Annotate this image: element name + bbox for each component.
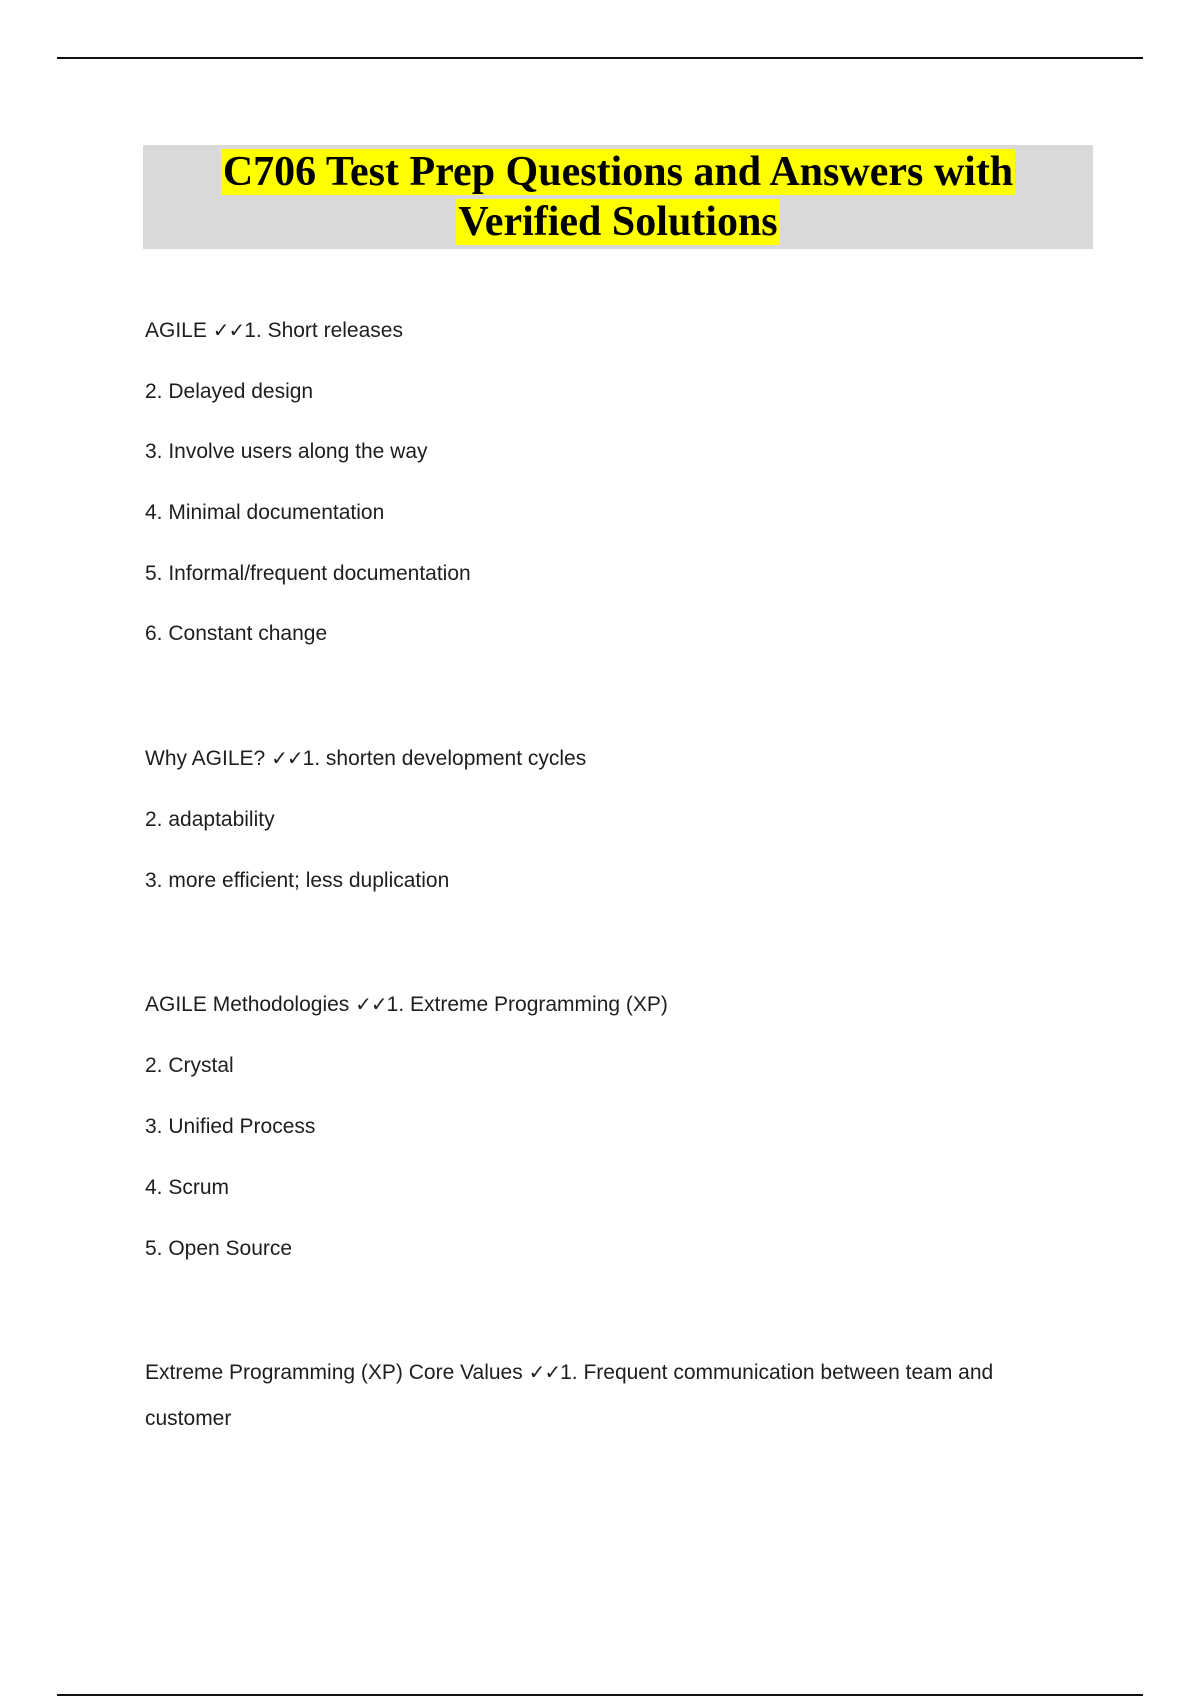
question-line [145,990,668,1019]
answer-text: 1. Frequent communication between team and [560,1361,994,1384]
answer-line: 5. Open Source [145,1237,293,1260]
answer-line: 2. Delayed design [145,380,314,403]
title-highlight-1: C706 Test Prep Questions and Answers with [222,149,1014,195]
answer-text: 1. Extreme Programming (XP) [386,993,668,1016]
question-line [145,316,403,345]
answer-line: 2. Crystal [145,1054,234,1077]
question-term: Why AGILE? [145,747,272,770]
answer-line: 5. Informal/frequent documentation [145,562,471,585]
answer-line: 2. adaptability [145,808,275,831]
check-mark-icon: ✓✓ [271,746,303,770]
question-term: AGILE [145,319,213,342]
title-line-1 [221,147,1015,197]
check-mark-icon: ✓✓ [528,1360,561,1384]
answer-line: 3. Unified Process [145,1115,316,1138]
footer-rule [57,1694,1143,1696]
question-term: AGILE Methodologies [145,993,356,1016]
question-line [145,1358,993,1387]
answer-line: 3. Involve users along the way [145,440,428,463]
header-rule [57,57,1143,59]
answer-line: 4. Minimal documentation [145,501,385,524]
answer-text: 1. shorten development cycles [302,747,587,770]
answer-line: customer [145,1407,232,1430]
title-banner [143,145,1093,249]
answer-text: 1. Short releases [244,319,403,342]
title-highlight-2: Verified Solutions [458,199,778,245]
answer-line: 4. Scrum [145,1176,230,1199]
answer-line: 6. Constant change [145,622,328,645]
question-line [145,744,586,773]
answer-line: 3. more efficient; less duplication [145,869,450,892]
question-term: Extreme Programming (XP) Core Values [145,1361,529,1384]
title-line-2 [456,197,779,247]
check-mark-icon: ✓✓ [355,992,387,1016]
check-mark-icon: ✓✓ [212,318,245,342]
